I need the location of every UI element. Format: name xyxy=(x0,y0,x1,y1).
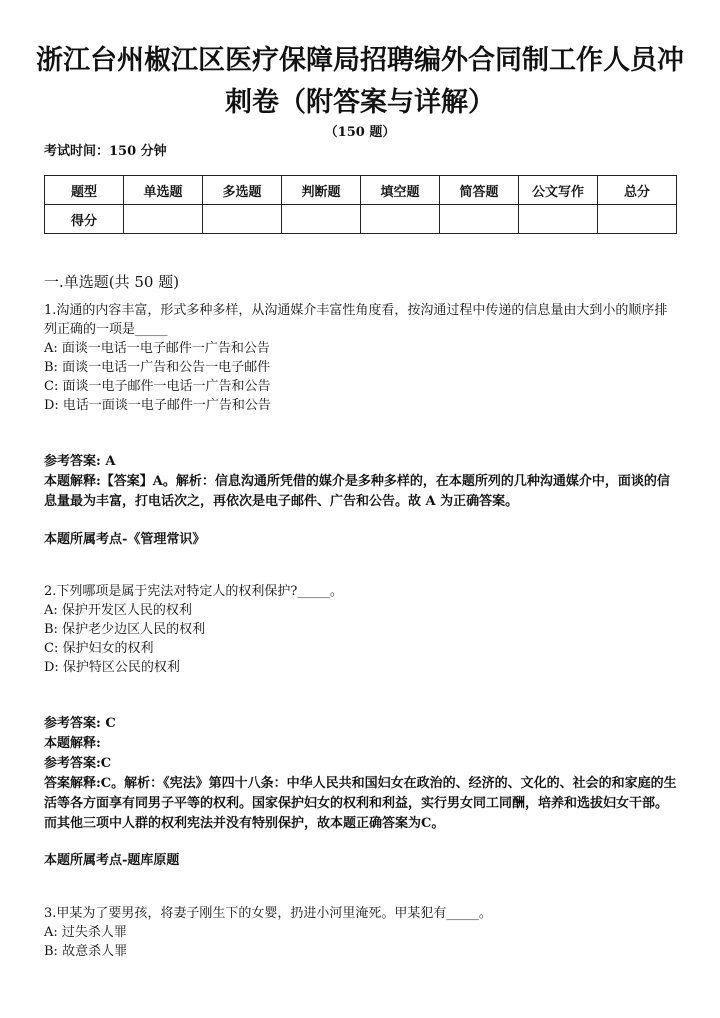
score-table-header: 单选题 xyxy=(124,176,203,205)
section-title: 一.单选题(共 50 题) xyxy=(44,273,180,291)
score-row-label: 得分 xyxy=(45,205,124,234)
score-table-header: 总分 xyxy=(598,176,677,205)
question-stem: 1.沟通的内容丰富，形式多种多样，从沟通媒介丰富性角度看，按沟通过程中传递的信息量由大到小的顺序排列正确的一项是_____ xyxy=(44,303,668,337)
score-table-header: 题型 xyxy=(45,176,124,205)
score-table-score-row xyxy=(45,205,677,234)
score-cell xyxy=(203,205,282,234)
option-a: A: 保护开发区人民的权利 xyxy=(44,603,192,618)
topic-label: 本题所属考点-题库原题 xyxy=(44,853,180,868)
reference-answer-2: 参考答案:C xyxy=(44,756,112,771)
option-b: B: 保护老少边区人民的权利 xyxy=(44,622,206,637)
score-table-header: 简答题 xyxy=(440,176,519,205)
explanation: 本题解释:【答案】A。解析：信息沟通所凭借的媒介是多种多样的，在本题所列的几种沟通媒介中，面谈的信息量最为丰富，打电话次之，再依次是电子邮件、广告和公告。故 A 为正确答案。 xyxy=(44,474,670,509)
explanation: 答案解释:C。解析：《宪法》第四十八条：中华人民共和国妇女在政治的、经济的、文化的、社会的和家庭的生活等各方面享有同男子平等的权利。国家保护妇女的权利和利益，实行男女同工同酬，培养和选拔妇女干部。而其他三项中人群的权利宪法并没有特别保护，故本题正确答案为C。 xyxy=(44,776,677,831)
option-b: B: 面谈一电话一广告和公告一电子邮件 xyxy=(44,360,271,375)
score-cell xyxy=(282,205,361,234)
score-table-header-row xyxy=(45,176,677,205)
reference-answer: 参考答案: A xyxy=(44,454,116,469)
answer-block-1 xyxy=(44,452,680,512)
reference-answer: 参考答案: C xyxy=(44,716,116,731)
question-1 xyxy=(44,301,680,415)
question-2 xyxy=(44,582,680,677)
answer-block-2 xyxy=(44,714,680,834)
document-title: 浙江台州椒江区医疗保障局招聘编外合同制工作人员冲刺卷（附答案与详解） xyxy=(36,45,684,118)
topic-label: 本题所属考点-《管理常识》 xyxy=(44,532,206,547)
score-cell xyxy=(361,205,440,234)
score-table-header: 填空题 xyxy=(361,176,440,205)
score-cell xyxy=(124,205,203,234)
question-stem: 3.甲某为了要男孩，将妻子刚生下的女婴，扔进小河里淹死。甲某犯有_____。 xyxy=(44,906,492,921)
question-3 xyxy=(44,904,680,961)
score-table-header: 判断题 xyxy=(282,176,361,205)
explanation-label: 本题解释: xyxy=(44,736,101,751)
score-cell xyxy=(598,205,677,234)
question-stem: 2.下列哪项是属于宪法对特定人的权利保护?_____。 xyxy=(44,584,343,599)
score-table xyxy=(44,175,677,234)
option-c: C: 保护妇女的权利 xyxy=(44,641,154,656)
score-table-header: 公文写作 xyxy=(519,176,598,205)
option-c: C: 面谈一电子邮件一电话一广告和公告 xyxy=(44,379,271,394)
option-d: D: 保护特区公民的权利 xyxy=(44,660,180,675)
option-b: B: 故意杀人罪 xyxy=(44,944,128,959)
question-count: （150 题） xyxy=(324,125,396,140)
option-a: A: 过失杀人罪 xyxy=(44,925,127,940)
option-a: A: 面谈一电话一电子邮件一广告和公告 xyxy=(44,341,270,356)
score-table-header: 多选题 xyxy=(203,176,282,205)
exam-time: 考试时间：150 分钟 xyxy=(44,144,167,159)
option-d: D: 电话一面谈一电子邮件一广告和公告 xyxy=(44,398,271,413)
score-cell xyxy=(519,205,598,234)
score-cell xyxy=(440,205,519,234)
